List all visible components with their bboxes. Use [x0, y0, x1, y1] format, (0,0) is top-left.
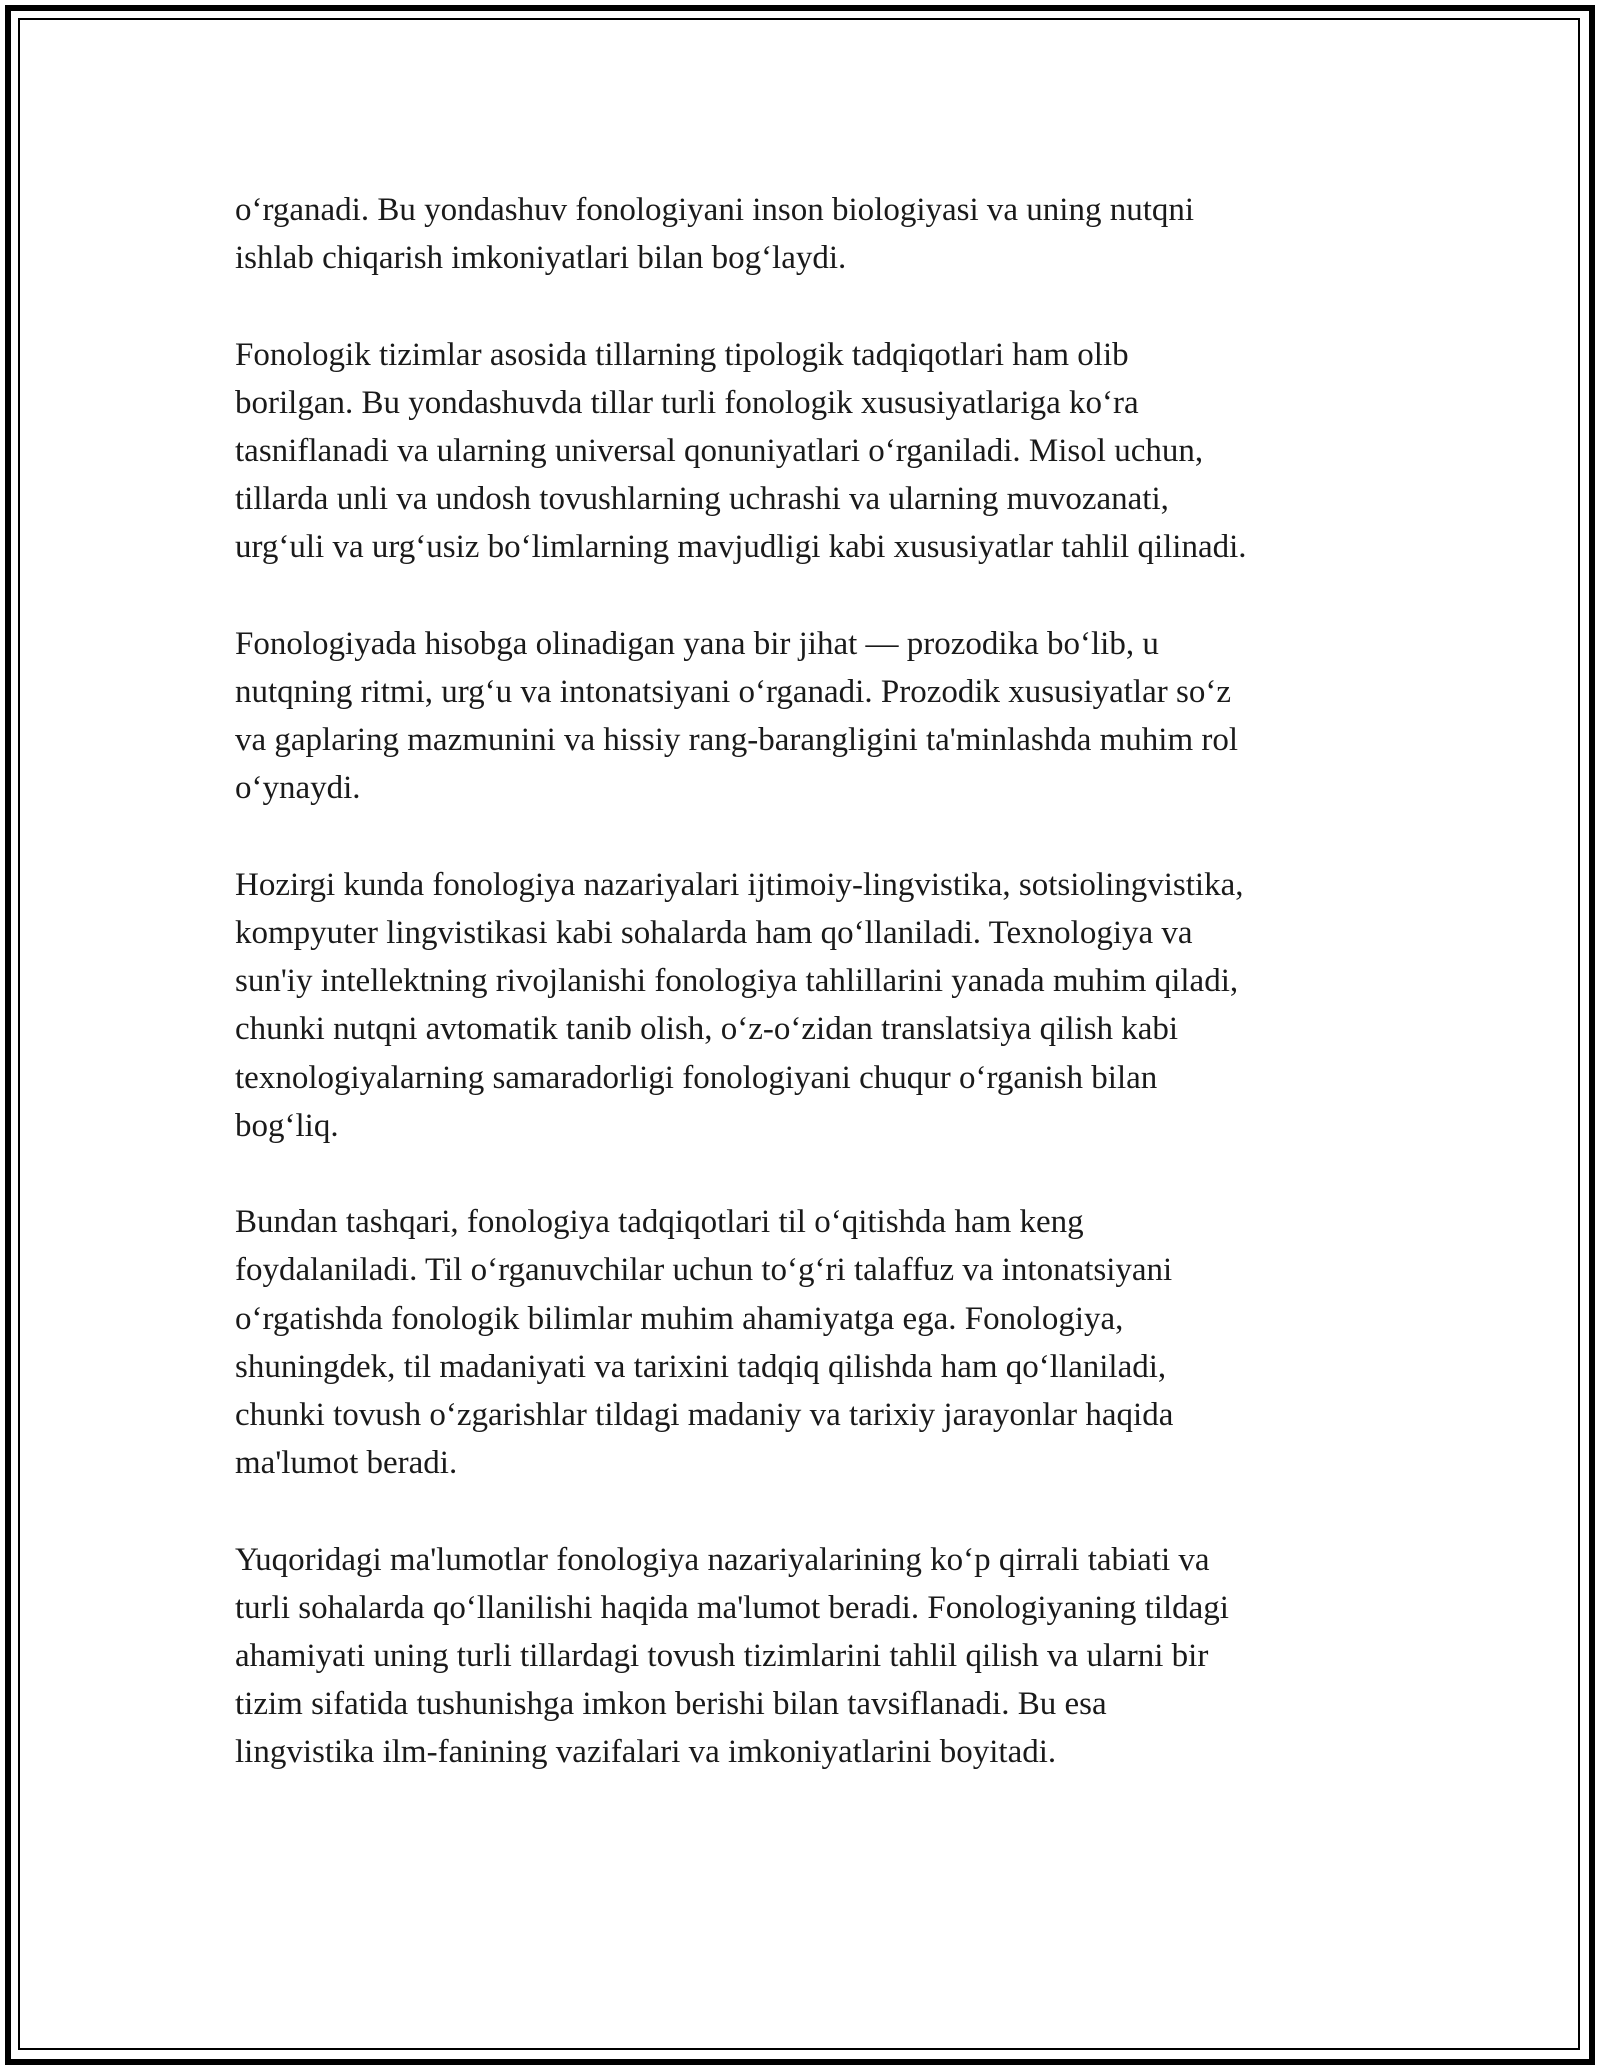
paragraph-line: Hozirgi kunda fonologiya nazariyalari ijtimoiy-lingvistika, sotsiolingvistika, [235, 866, 1244, 903]
paragraph-line: va gaplaring mazmunini va hissiy rang-barangligini ta'minlashda muhim rol [235, 722, 1239, 759]
paragraph-line: Fonologiyada hisobga olinadigan yana bir jihat — prozodika bo‘lib, u [235, 625, 1159, 662]
paragraph-line: chunki nutqni avtomatik tanib olish, o‘z-o‘zidan translatsiya qilish kabi [235, 1011, 1179, 1048]
paragraph-line: tasniflanadi va ularning universal qonuniyatlari o‘rganiladi. Misol uchun, [235, 433, 1204, 469]
paragraph-4 [235, 861, 1385, 1150]
paragraph-line: nutqning ritmi, urg‘u va intonatsiyani o‘rganadi. Prozodik xususiyatlar so‘z [235, 674, 1231, 710]
paragraph-line: borilgan. Bu yondashuvda tillar turli fonologik xususiyatlariga ko‘ra [235, 384, 1139, 421]
paragraph-line: sun'iy intellektning rivojlanishi fonologiya tahlillarini yanada muhim qiladi, [235, 963, 1239, 1000]
paragraph-line: o‘ynaydi. [235, 770, 361, 807]
paragraph-line: Bundan tashqari, fonologiya tadqiqotlari til o‘qitishda ham keng [235, 1204, 1084, 1241]
paragraph-3 [235, 620, 1385, 813]
paragraph-line: foydalaniladi. Til o‘rganuvchilar uchun to‘g‘ri talaffuz va intonatsiyani [235, 1252, 1173, 1289]
paragraph-2 [235, 331, 1385, 572]
paragraph-line: chunki tovush o‘zgarishlar tildagi madaniy va tarixiy jarayonlar haqida [235, 1397, 1174, 1434]
paragraph-1 [235, 186, 1385, 282]
paragraph-line: Yuqoridagi ma'lumotlar fonologiya nazariyalarining ko‘p qirrali tabiati va [235, 1541, 1210, 1578]
paragraph-line: kompyuter lingvistikasi kabi sohalarda ham qo‘llaniladi. Texnologiya va [235, 915, 1193, 951]
paragraph-line: ahamiyati uning turli tillardagi tovush tizimlarini tahlil qilish va ularni bir [235, 1638, 1209, 1675]
paragraph-line: tizim sifatida tushunishga imkon berishi bilan tavsiflanadi. Bu esa [235, 1686, 1107, 1723]
paragraph-line: Fonologik tizimlar asosida tillarning tipologik tadqiqotlari ham olib [235, 336, 1129, 373]
paragraph-line: urg‘uli va urg‘usiz bo‘limlarning mavjudligi kabi xususiyatlar tahlil qilinadi. [235, 529, 1247, 566]
paragraph-line: o‘rgatishda fonologik bilimlar muhim ahamiyatga ega. Fonologiya, [235, 1300, 1124, 1337]
paragraph-line: tillarda unli va undosh tovushlarning uchrashi va ularning muvozanati, [235, 481, 1169, 518]
paragraph-line: texnologiyalarning samaradorligi fonologiyani chuqur o‘rganish bilan [235, 1059, 1158, 1096]
paragraph-line: lingvistika ilm-fanining vazifalari va imkoniyatlarini boyitadi. [235, 1734, 1057, 1771]
paragraph-line: turli sohalarda qo‘llanilishi haqida ma'lumot beradi. Fonologiyaning tildagi [235, 1589, 1229, 1626]
paragraph-line: o‘rganadi. Bu yondashuv fonologiyani inson biologiyasi va uning nutqni [235, 192, 1195, 228]
paragraph-line: ishlab chiqarish imkoniyatlari bilan bog‘laydi. [235, 240, 847, 277]
paragraph-5 [235, 1198, 1385, 1487]
paragraph-line: bog‘liq. [235, 1107, 339, 1144]
document-body [235, 186, 1385, 1825]
paragraph-6 [235, 1536, 1385, 1777]
paragraph-line: shuningdek, til madaniyati va tarixini tadqiq qilishda ham qo‘llaniladi, [235, 1348, 1167, 1385]
paragraph-line: ma'lumot beradi. [235, 1445, 458, 1482]
